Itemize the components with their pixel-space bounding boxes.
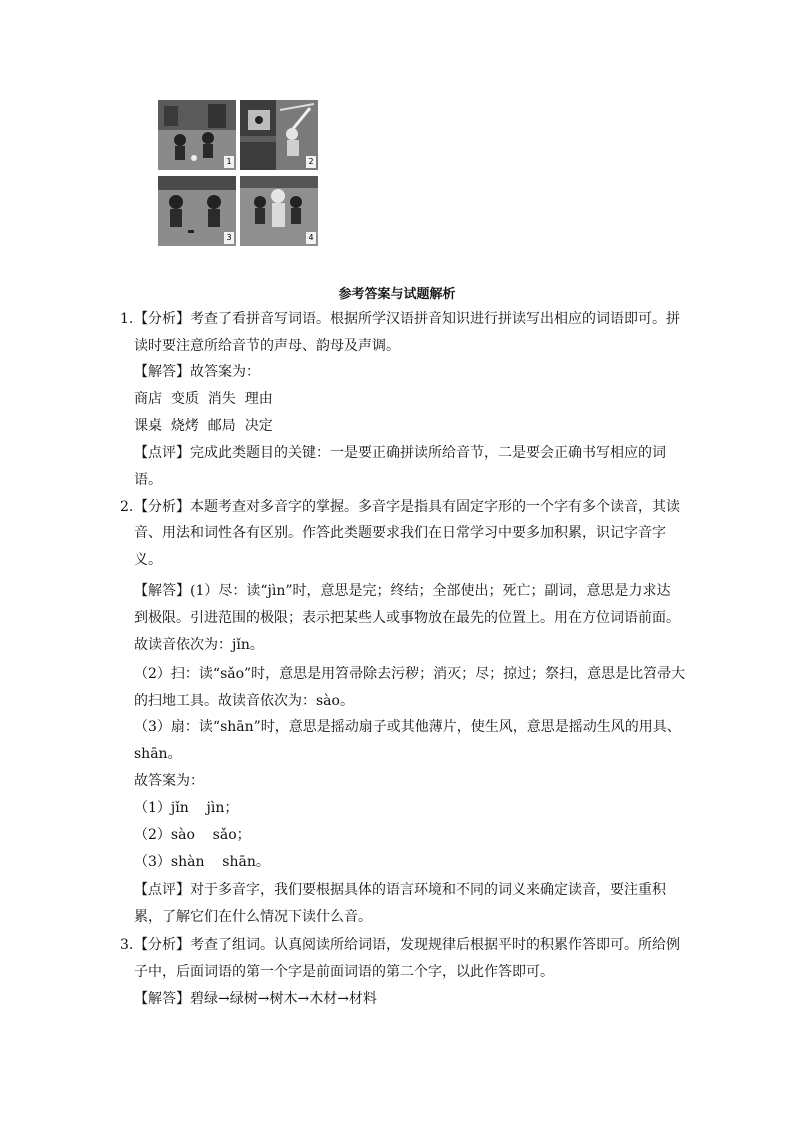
question-3-number: 3.	[120, 937, 134, 953]
q1-analysis-line-1: 【分析】考查了看拼音写词语。根据所学汉语拼音知识进行拼读写出相应的词语即可。拼	[134, 311, 680, 327]
q2-comment-line-1: 【点评】对于多音字，我们要根据具体的语言环境和不同的词义来确定读音，要注重积	[134, 882, 666, 898]
q2-analysis-line-3: 义。	[134, 552, 162, 568]
q3-answer-line-1: 【解答】碧绿→绿树→树木→木材→材料	[134, 991, 377, 1007]
q2-analysis-line-2: 音、用法和词性各有区别。作答此类题要求我们在日常学习中要多加积累，识记字音字	[134, 525, 666, 541]
q2-answer-summary-heading: 故答案为：	[134, 773, 204, 789]
q2-answer-line-1: 【解答】(1）尽：读“jìn”时，意思是完；终结；全部使出；死亡；副词，意思是力求达	[134, 583, 671, 599]
q2-answer-line-5: 的扫地工具。故读音依次为：sào。	[134, 693, 354, 709]
q2-answer-item-1: （1）jǐn jìn；	[134, 800, 239, 816]
q1-comment-line-2: 语。	[134, 472, 162, 488]
q2-comment-line-2: 累，了解它们在什么情况下读什么音。	[134, 909, 372, 925]
panel-number: 3	[224, 232, 234, 244]
q2-answer-line-3: 故读音依次为：jǐn。	[134, 637, 264, 653]
q2-analysis-line-1: 【分析】本题考查对多音字的掌握。多音字是指具有固定字形的一个字有多个读音，其读	[134, 499, 680, 515]
picture-panel-3	[158, 176, 236, 246]
panel-number: 2	[306, 156, 316, 168]
q2-answer-line-2: 到极限。引进范围的极限；表示把某些人或事物放在最先的位置上。用在方位词语前面。	[134, 610, 680, 626]
q2-answer-item-2: （2）sào sǎo；	[134, 827, 251, 843]
question-2-number: 2.	[120, 499, 134, 515]
q1-answer-row-1: 商店 变质 消失 理由	[134, 391, 273, 407]
picture-panel-1	[158, 100, 236, 170]
q1-comment-line-1: 【点评】完成此类题目的关键：一是要正确拼读所给音节，二是要会正确书写相应的词	[134, 445, 666, 461]
panel-number: 4	[306, 232, 316, 244]
picture-panel-4	[240, 176, 318, 246]
picture-panel-2	[240, 100, 318, 170]
q2-answer-line-4: （2）扫：读“sǎo”时，意思是用笤帚除去污秽；消灭；尽；掠过；祭扫，意思是比笤帚大	[134, 666, 686, 682]
page-title: 参考答案与试题解析	[338, 287, 456, 302]
q3-analysis-line-2: 子中，后面词语的第一个字是前面词语的第二个字，以此作答即可。	[134, 964, 554, 980]
q3-analysis-line-1: 【分析】考查了组词。认真阅读所给词语，发现规律后根据平时的积累作答即可。所给例	[134, 937, 680, 953]
q1-answer-row-2: 课桌 烧烤 邮局 决定	[134, 418, 273, 434]
picture-story-figure	[158, 100, 318, 246]
q2-answer-line-7: shān。	[134, 746, 182, 762]
q1-answer-heading: 【解答】故答案为：	[134, 364, 260, 380]
panel-number: 1	[224, 156, 234, 168]
q1-analysis-line-2: 读时要注意所给音节的声母、韵母及声调。	[134, 338, 400, 354]
question-1-number: 1.	[120, 311, 134, 327]
q2-answer-item-3: （3）shàn shān。	[134, 854, 270, 870]
q2-answer-line-6: （3）扇：读“shān”时，意思是摇动扇子或其他薄片，使生风，意思是摇动生风的用具、	[134, 719, 681, 735]
